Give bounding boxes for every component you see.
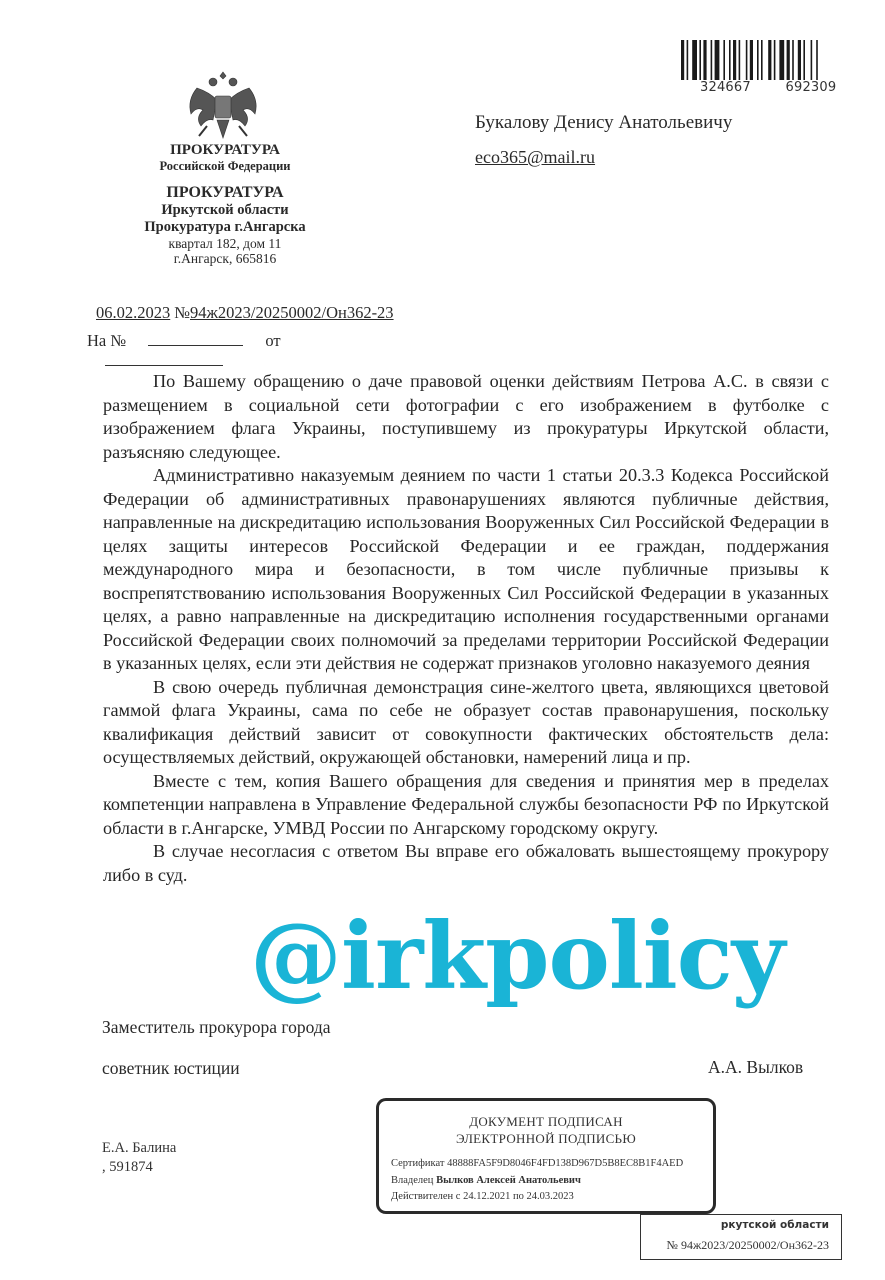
barcode-bar [739, 40, 741, 80]
barcode-bar [711, 40, 713, 80]
barcode-bar [774, 40, 776, 80]
body-paragraph: В свою очередь публичная демонстрация сине-желтого цвета, являющихся цветовой гаммой флага Украины, сама по себе не образует состав правонарушения, поскольку квалификация действий зависит от совокупности фактических обстоятельств дела: осуществляемых действий, окружающей обстановки, намерений лица и пр. [103, 676, 829, 767]
esign-title-1: ДОКУМЕНТ ПОДПИСАН [469, 1114, 623, 1129]
barcode-bar [746, 40, 748, 80]
barcode-bar [798, 40, 801, 80]
registration-stamp-org: ркутской области [720, 1219, 829, 1231]
esign-certificate [391, 1158, 683, 1169]
org-main: ПРОКУРАТУРА [166, 184, 284, 201]
body-paragraph: Административно наказуемым деянием по части 1 статьи 20.3.3 Кодекса Российской Федерации об административных правонарушениях являются публичные действия, направленные на дискредитацию использования Вооруженных Сил Российской Федерации в целях защиты интересов Российской Федерации и ее граждан, поддержания международного мира и безопасности, в том числе публичные призывы к воспрепятствованию использования Вооруженных Сил Российской Федерации в указанных целях, а равно направленные на дискредитацию исполнения государственными органами Российской Федерации своих полномочий за пределами территории Российской Федерации в указанных целях, если эти действия не содержат признаков уголовно наказуемого деяния [103, 465, 829, 673]
esign-valid-from: 24.12.2021 [463, 1191, 511, 1202]
org-title-top [90, 142, 360, 174]
esign-validity [391, 1191, 574, 1202]
barcode-bar [715, 40, 720, 80]
esign-title-2: ЭЛЕКТРОННОЙ ПОДПИСЬЮ [456, 1131, 636, 1146]
reply-number-blank [148, 331, 243, 346]
reply-date-blank [105, 351, 223, 366]
barcode-right-digits: 692309 [785, 80, 837, 95]
barcode-bar [787, 40, 790, 80]
barcode-bar [792, 40, 794, 80]
barcode-bar [779, 40, 784, 80]
barcode-icon [681, 40, 841, 80]
org-block [90, 184, 360, 267]
number-sign: № [174, 303, 190, 322]
esign-cert-value: 48888FA5F9D8046F4FD138D967D5B8EC8B1F4AED [447, 1158, 684, 1169]
esign-owner [391, 1175, 581, 1186]
body-paragraph: По Вашему обращению о даче правовой оценки действиям Петрова А.С. в связи с размещением в социальной сети фотографии с его изображением в футболке с изображением флага Украины, поступившему из прокуратуры Иркутской области, разъясняю следующее. [103, 371, 829, 462]
org-region: Иркутской области [161, 202, 289, 219]
reply-to-label: На № [87, 331, 127, 350]
barcode-bar [803, 40, 805, 80]
esign-valid-label: Действителен с [391, 1191, 461, 1202]
recipient-name: Букалову Денису Анатольевичу [475, 112, 733, 133]
org-address-2: г.Ангарск, 665816 [173, 251, 277, 267]
registration-stamp-number: № 94ж2023/20250002/Он362-23 [666, 1238, 829, 1252]
reply-line [87, 331, 417, 371]
signer-name: А.А. Вылков [708, 1057, 804, 1077]
barcode-bar [768, 40, 771, 80]
body-paragraph: В случае несогласия с ответом Вы вправе его обжаловать вышестоящему прокурору либо в суд. [103, 841, 829, 885]
registration-number: 94ж2023/20250002/Он362-23 [190, 303, 394, 322]
registration-date: 06.02.2023 [96, 303, 171, 322]
esign-valid-to-label: по [512, 1191, 524, 1202]
barcode-bar [761, 40, 763, 80]
esign-valid-to: 24.03.2023 [526, 1191, 574, 1202]
recipient-email[interactable]: eco365@mail.ru [475, 147, 596, 167]
emblem-icon [183, 70, 263, 142]
from-label: от [265, 331, 281, 350]
barcode-bar [687, 40, 689, 80]
esign-owner-label: Владелец [391, 1175, 434, 1186]
org-address-1: квартал 182, дом 11 [168, 235, 282, 251]
org-top: ПРОКУРАТУРА [170, 142, 280, 158]
esign-owner-value: Вылков Алексей Анатольевич [436, 1175, 581, 1186]
barcode-bar [733, 40, 736, 80]
esign-cert-label: Сертификат [391, 1158, 445, 1169]
barcode-bar [750, 40, 753, 80]
barcode-bar [811, 40, 813, 80]
barcode-number [700, 80, 836, 95]
letter-body [103, 370, 829, 887]
barcode-bar [703, 40, 706, 80]
electronic-signature-stamp [376, 1098, 716, 1214]
executor-name: Е.А. Балина [102, 1140, 177, 1156]
org-city: Прокуратура г.Ангарска [144, 219, 306, 236]
barcode-bar [757, 40, 759, 80]
org-top-sub: Российской Федерации [159, 159, 291, 174]
barcode-bar [723, 40, 725, 80]
registration-line [92, 303, 394, 323]
body-paragraph: Вместе с тем, копия Вашего обращения для сведения и принятия мер в пределах компетенции направлена в Управление Федеральной службы безопасности РФ по Иркутской области в г.Ангарске, УМВД России по Ангарскому городскому округу. [103, 770, 829, 838]
signer-position: Заместитель прокурора города [102, 1017, 331, 1037]
signer-rank: советник юстиции [102, 1058, 240, 1078]
watermark: @irkpolicy [250, 902, 785, 1010]
barcode-bar [699, 40, 701, 80]
barcode-left-digits: 324667 [700, 80, 751, 95]
executor [102, 1139, 176, 1177]
registration-stamp [640, 1214, 842, 1260]
barcode-bar [692, 40, 697, 80]
barcode-bar [681, 40, 684, 80]
executor-phone: , 591874 [102, 1159, 153, 1175]
barcode-bar [729, 40, 731, 80]
barcode-bar [816, 40, 818, 80]
